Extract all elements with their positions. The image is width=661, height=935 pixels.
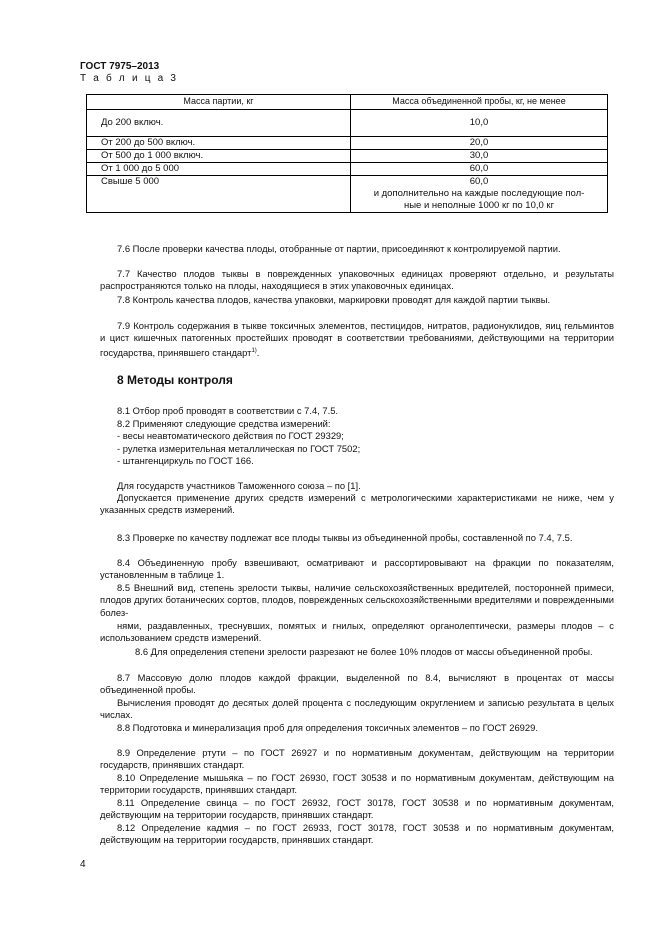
table-cell: От 500 до 1 000 включ.	[87, 150, 351, 163]
paragraph-7-9-end: .	[256, 346, 260, 358]
paragraph-8-4: 8.4 Объединенную пробу взвешивают, осматривают и рассортировывают на фракции по показателям, установленным в таблице 1.	[100, 557, 614, 581]
table-cell	[351, 176, 608, 213]
table-row	[87, 176, 608, 213]
paragraph-8-7: 8.7 Массовую долю плодов каждой фракции, выделенной по 8.4, вычисляют в процентах от массы объединенной пробы.	[100, 672, 614, 696]
sample-mass-table	[86, 94, 608, 213]
list-item: - штангенциркуль по ГОСТ 166.	[117, 455, 254, 466]
table-cell-note: и дополнительно на каждые последующие пол-	[373, 188, 585, 199]
page-number: 4	[80, 859, 86, 870]
table-caption: Т а б л и ц а 3	[80, 73, 179, 84]
table-cell: До 200 включ.	[87, 110, 351, 137]
paragraph-8-5: 8.5 Внешний вид, степень зрелости тыквы, наличие сельскохозяйственных вредителей, посторонней примеси, плодов других ботанических сортов, плодов, поврежденных сельскохозяйственными вредителями и поврежденными болез-	[100, 582, 614, 618]
paragraph-7-7: 7.7 Качество плодов тыквы в поврежденных упаковочных единицах проверяют отдельно, и результаты распространяются только на плоды, находящиеся в этих упаковочных единицах.	[100, 268, 614, 292]
section-title: 8 Методы контроля	[117, 373, 233, 387]
column-header-sample-mass: Масса объединенной пробы, кг, не менее	[351, 95, 608, 110]
table-cell: 10,0	[351, 110, 608, 137]
table-cell-note: ные и неполные 1000 кг по 10,0 кг	[403, 200, 555, 211]
table-cell-value: 60,0	[469, 176, 489, 187]
paragraph-8-3: 8.3 Проверке по качеству подлежат все плоды тыквы из объединенной пробы, составленной по 7.4, 7.5.	[117, 532, 573, 543]
paragraph-8-6: 8.6 Для определения степени зрелости разрезают не более 10% плодов от массы объединенной пробы.	[135, 646, 593, 657]
table-row	[87, 137, 608, 150]
table-row	[87, 110, 608, 137]
list-item: - рулетка измерительная металлическая по ГОСТ 7502;	[117, 443, 361, 454]
paragraph-8-10: 8.10 Определение мышьяка – по ГОСТ 26930, ГОСТ 30538 и по нормативным документам, действующим на территории государств, принявших стандарт.	[100, 772, 614, 796]
table-cell: 20,0	[351, 137, 608, 150]
paragraph-alternatives: Допускается применение других средств измерений с метрологическими характеристиками не ниже, чем у указанных средств измерений.	[100, 492, 614, 516]
paragraph-8-8: 8.8 Подготовка и минерализация проб для определения токсичных элементов – по ГОСТ 26929.	[117, 722, 538, 733]
table-cell: 30,0	[351, 150, 608, 163]
paragraph-7-8: 7.8 Контроль качества плодов, качества упаковки, маркировки проводят для каждой партии тыквы.	[117, 294, 551, 305]
table-header-row	[87, 95, 608, 110]
paragraph-7-9	[100, 320, 614, 359]
list-item: - весы неавтоматического действия по ГОСТ 29329;	[117, 430, 344, 441]
paragraph-8-9: 8.9 Определение ртути – по ГОСТ 26927 и по нормативным документам, действующим на территории государств, принявших стандарт.	[100, 747, 614, 771]
paragraph-7-6: 7.6 После проверки качества плоды, отобранные от партии, присоединяют к контролируемой партии.	[117, 243, 561, 254]
document-code: ГОСТ 7975–2013	[80, 61, 160, 72]
table-cell: От 1 000 до 5 000	[87, 163, 351, 176]
table-cell: От 200 до 500 включ.	[87, 137, 351, 150]
paragraph-8-7-calc: Вычисления проводят до десятых долей процента с последующим округлением и записью результата в целых числах.	[100, 697, 614, 721]
paragraph-8-1: 8.1 Отбор проб проводят в соответствии с 7.4, 7.5.	[117, 405, 339, 416]
table-row	[87, 150, 608, 163]
paragraph-8-5-cont: нями, раздавленных, треснувших, помятых и гнилых, определяют органолептически, размеры плодов – с использованием средств измерений.	[100, 620, 614, 644]
table-row	[87, 163, 608, 176]
table-cell: 60,0	[351, 163, 608, 176]
paragraph-customs-union: Для государств участников Таможенного союза – по [1].	[117, 480, 361, 491]
paragraph-8-11: 8.11 Определение свинца – по ГОСТ 26932, ГОСТ 30178, ГОСТ 30538 и по нормативным документам, действующим на территории государств, принявших стандарт.	[100, 797, 614, 821]
paragraph-8-2: 8.2 Применяют следующие средства измерений:	[117, 418, 331, 429]
paragraph-8-12: 8.12 Определение кадмия – по ГОСТ 26933, ГОСТ 30178, ГОСТ 30538 и по нормативным документам, действующим на территории государств, принявших стандарт.	[100, 822, 614, 846]
footnote-ref: 1)	[251, 347, 257, 354]
table-cell: Свыше 5 000	[87, 176, 351, 213]
paragraph-7-9-text: 7.9 Контроль содержания в тыкве токсичных элементов, пестицидов, нитратов, радионуклидов, яиц гельминтов и цист кишечных патогенных простейших проводят в соответствии требованиями, действующими на территории государства, принявшего стандарт	[100, 320, 614, 358]
column-header-lot-mass: Масса партии, кг	[87, 95, 351, 110]
